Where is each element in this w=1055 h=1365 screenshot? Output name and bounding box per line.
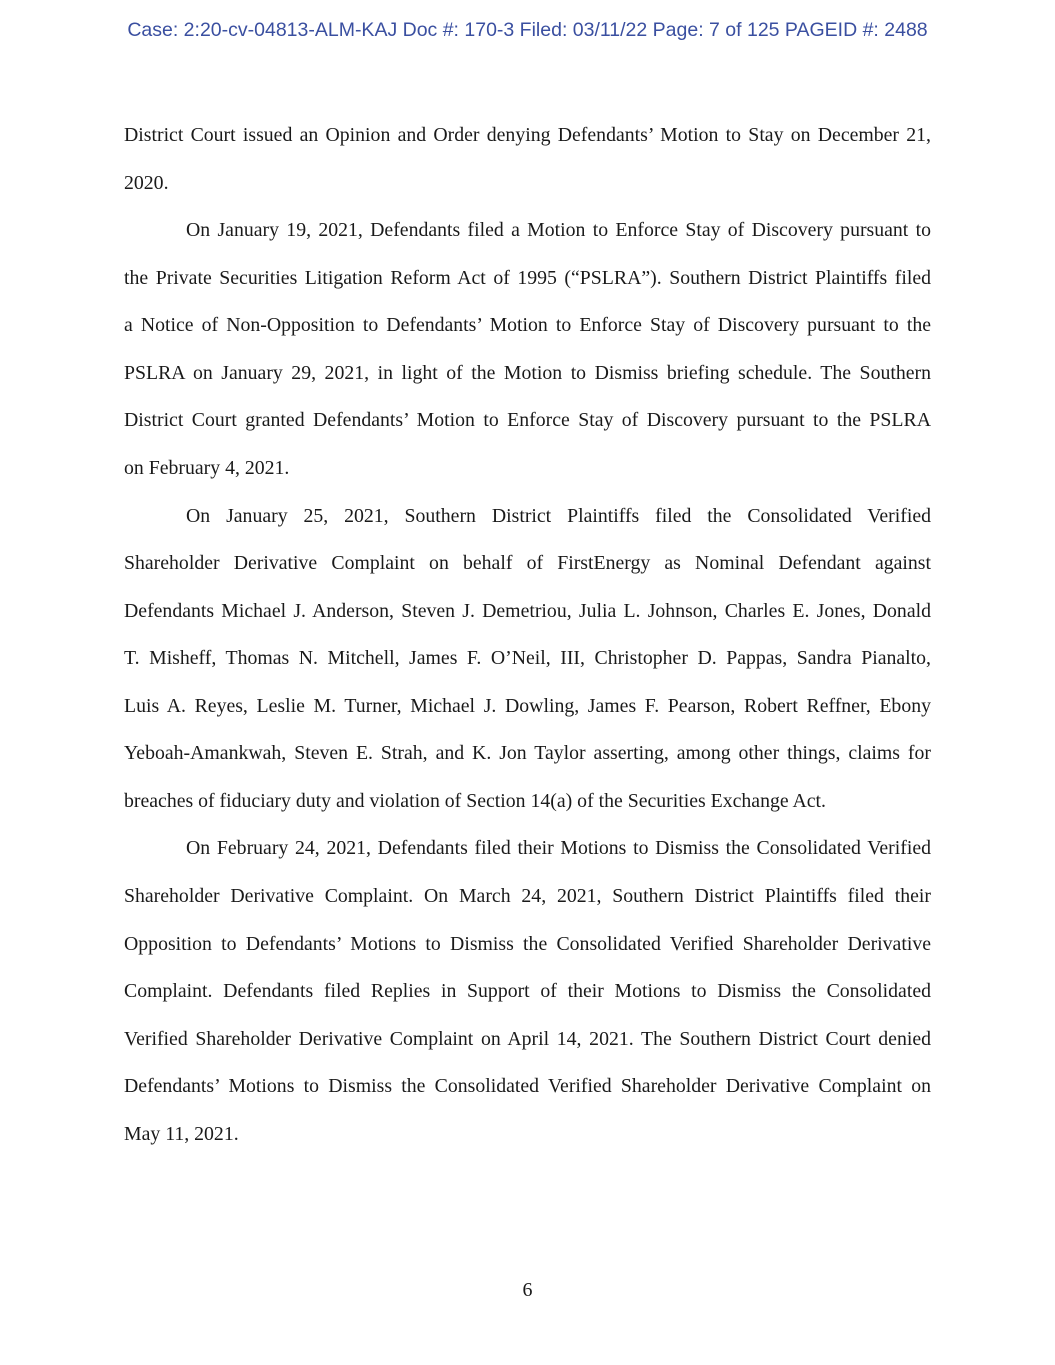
text-line: District Court issued an Opinion and Order denying Defendants’ Motion to Stay on December 21,	[124, 124, 931, 146]
text-line: on February 4, 2021.	[124, 456, 290, 479]
paragraph	[124, 112, 931, 207]
text-line: a Notice of Non-Opposition to Defendants’ Motion to Enforce Stay of Discovery pursuant to the	[124, 314, 931, 337]
text-line: District Court granted Defendants’ Motion to Enforce Stay of Discovery pursuant to the PSLRA	[124, 409, 931, 432]
text-line: 2020.	[124, 171, 169, 194]
text-line: Luis A. Reyes, Leslie M. Turner, Michael J. Dowling, James F. Pearson, Robert Reffner, Ebony	[124, 694, 931, 717]
document-body	[124, 112, 931, 1158]
text-line: Opposition to Defendants’ Motions to Dismiss the Consolidated Verified Shareholder Derivative	[124, 932, 931, 955]
text-line: Yeboah-Amankwah, Steven E. Strah, and K. Jon Taylor asserting, among other things, claims for	[124, 742, 931, 765]
text-line: the Private Securities Litigation Reform Act of 1995 (“PSLRA”). Southern District Plaintiffs filed	[124, 266, 931, 289]
paragraph	[124, 493, 931, 826]
text-line: Defendants Michael J. Anderson, Steven J. Demetriou, Julia L. Johnson, Charles E. Jones, Donald	[124, 599, 931, 622]
text-line: Complaint. Defendants filed Replies in Support of their Motions to Dismiss the Consolidated	[124, 980, 931, 1003]
text-line: breaches of fiduciary duty and violation of Section 14(a) of the Securities Exchange Act.	[124, 789, 827, 812]
paragraph	[124, 825, 931, 1158]
text-line: Verified Shareholder Derivative Complaint on April 14, 2021. The Southern District Court denied	[124, 1027, 931, 1050]
text-line: Defendants’ Motions to Dismiss the Consolidated Verified Shareholder Derivative Complaint on	[124, 1075, 931, 1098]
page-number: 6	[522, 1279, 533, 1301]
text-line: On January 19, 2021, Defendants filed a Motion to Enforce Stay of Discovery pursuant to	[186, 219, 931, 242]
text-line: T. Misheff, Thomas N. Mitchell, James F. O’Neil, III, Christopher D. Pappas, Sandra Pianalto,	[124, 647, 931, 670]
text-line: Shareholder Derivative Complaint. On March 24, 2021, Southern District Plaintiffs filed their	[124, 885, 931, 907]
paragraph	[124, 207, 931, 492]
text-line: On January 25, 2021, Southern District Plaintiffs filed the Consolidated Verified	[186, 504, 931, 527]
text-line: Shareholder Derivative Complaint on behalf of FirstEnergy as Nominal Defendant against	[124, 552, 931, 575]
text-line: May 11, 2021.	[124, 1122, 239, 1145]
text-line: On February 24, 2021, Defendants filed their Motions to Dismiss the Consolidated Verified	[186, 837, 931, 860]
case-header: Case: 2:20-cv-04813-ALM-KAJ Doc #: 170-3 Filed: 03/11/22 Page: 7 of 125 PAGEID #: 2488	[127, 19, 928, 41]
text-line: PSLRA on January 29, 2021, in light of the Motion to Dismiss briefing schedule. The Southern	[124, 361, 931, 384]
